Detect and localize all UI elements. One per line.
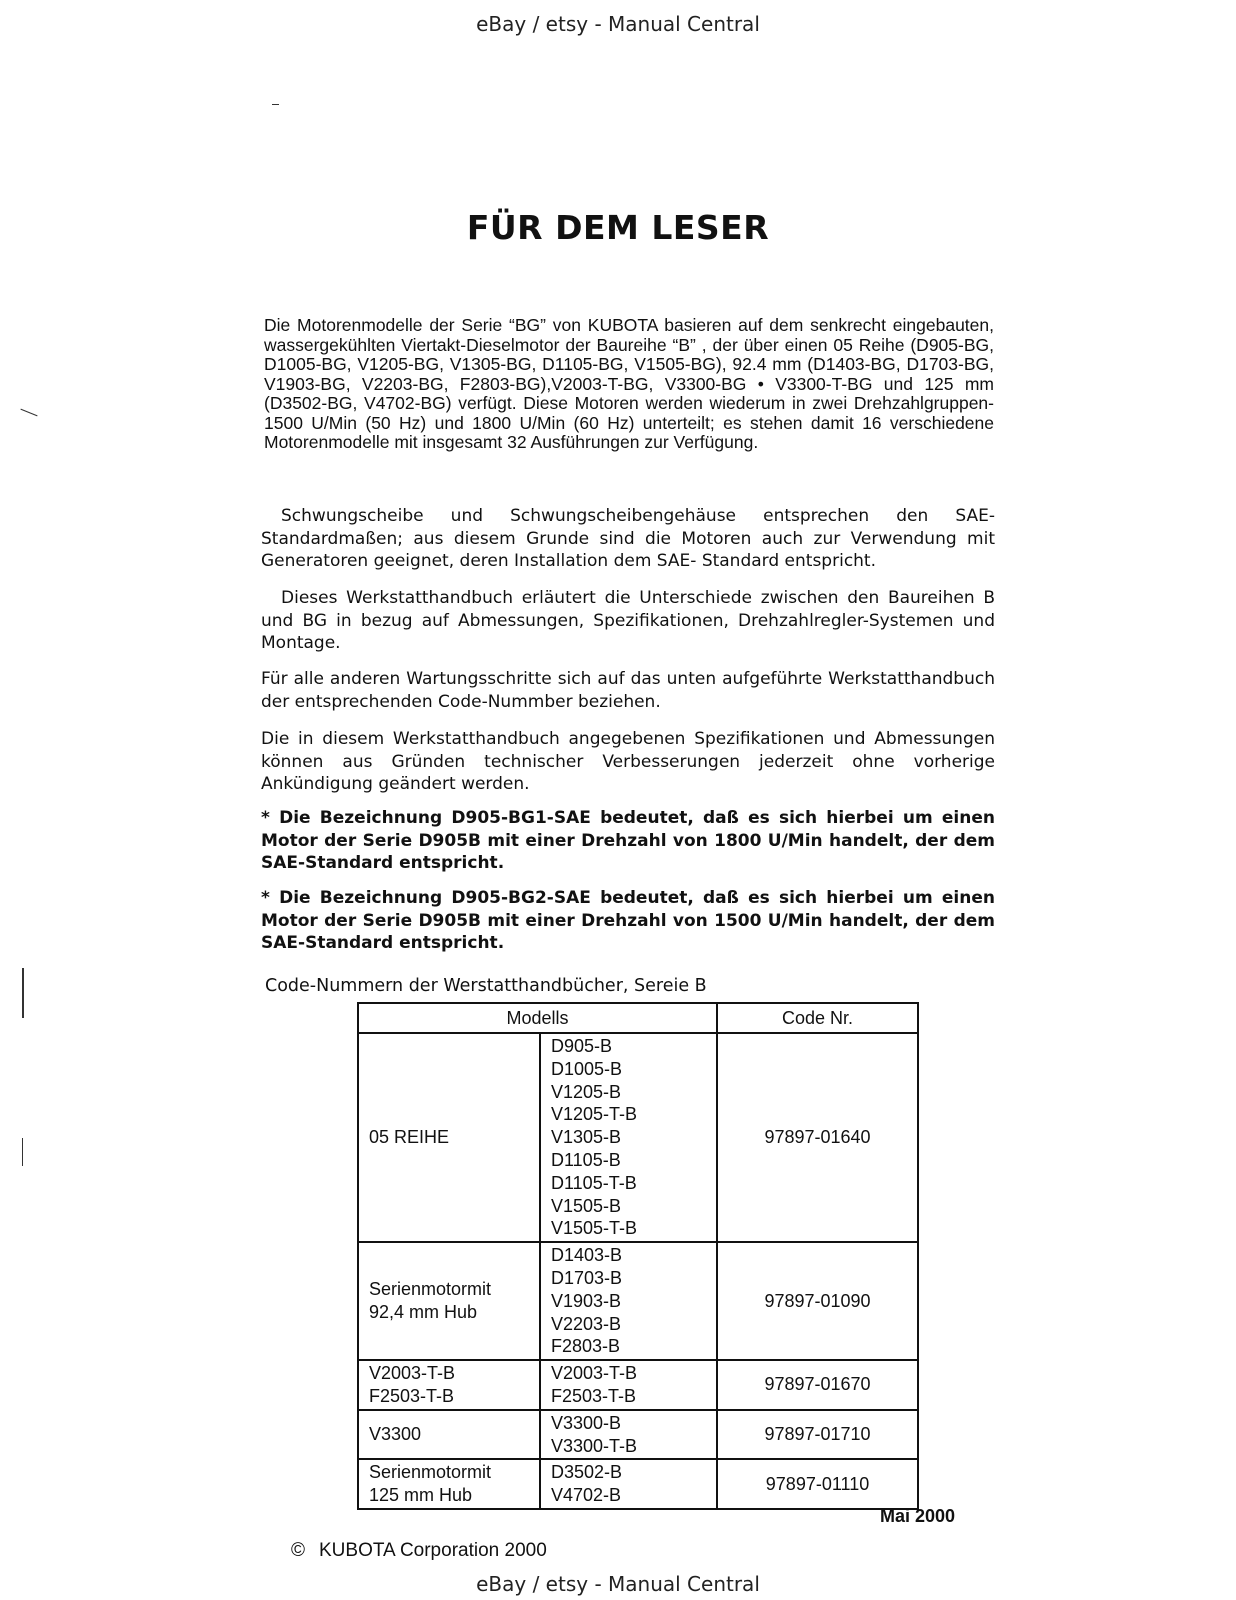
header-watermark-top: eBay / etsy - Manual Central <box>476 12 760 36</box>
model-name: F2503-T-B <box>551 1385 637 1406</box>
table-row <box>358 1459 918 1509</box>
header-models: Modells <box>358 1003 717 1033</box>
note-bg2-sae: * Die Bezeichnung D905-BG2-SAE bedeutet, daß es sich hierbei um einen Motor der Serie D905B mit einer Drehzahl von 1500 U/Min handelt, der dem SAE-Standard entspricht. <box>261 888 995 953</box>
model-name: V1505-B <box>551 1195 622 1216</box>
model-name: V1205-B <box>551 1081 622 1102</box>
code-number-cell: 97897-01710 <box>717 1410 918 1460</box>
model-name: D3502-B <box>551 1462 623 1483</box>
scan-speck <box>20 409 37 417</box>
table-row <box>358 1033 918 1242</box>
table-row <box>358 1242 918 1360</box>
model-group-label: V3300 <box>369 1424 422 1445</box>
paragraph-other-maintenance: Für alle anderen Wartungsschritte sich auf das unten aufgeführte Werkstatthandbuch der entsprechenden Code-Nummber beziehen. <box>261 669 995 712</box>
model-name: D905-B <box>551 1036 613 1056</box>
model-group-label: V2003-T-B <box>369 1362 456 1383</box>
model-name: V1505-T-B <box>551 1218 638 1239</box>
table-row <box>358 1410 918 1460</box>
table-caption: Code-Nummern der Werstatthandbücher, Sereie B <box>265 976 707 996</box>
copyright-symbol: © <box>291 1540 305 1561</box>
model-name: V3300-B <box>551 1412 622 1433</box>
scan-speck <box>22 968 24 1018</box>
model-group-label: 92,4 mm Hub <box>369 1302 478 1323</box>
model-list-cell <box>540 1410 717 1460</box>
model-name: D1005-B <box>551 1058 623 1079</box>
model-name: V2203-B <box>551 1313 622 1334</box>
table-row <box>358 1360 918 1410</box>
scan-speck <box>22 1138 23 1166</box>
model-group-label: Serienmotormit <box>369 1462 492 1483</box>
publication-date: Mai 2000 <box>880 1506 956 1526</box>
model-list-cell <box>540 1360 717 1410</box>
model-group-label: 05 REIHE <box>369 1127 450 1148</box>
model-name: V1903-B <box>551 1290 622 1311</box>
code-number-cell: 97897-01670 <box>717 1360 918 1410</box>
model-name: D1105-T-B <box>551 1172 637 1193</box>
paragraph-specifications-notice: Die in diesem Werkstatthandbuch angegebenen Spezifikationen und Abmessungen können aus Gründen technischer Verbesserungen jederzeit ohne vorherige Ankündigung geändert werden. <box>261 729 995 794</box>
page-title: FÜR DEM LESER <box>466 208 770 247</box>
scan-speck <box>272 104 279 105</box>
model-name: V1305-B <box>551 1127 622 1148</box>
note-bg1-sae: * Die Bezeichnung D905-BG1-SAE bedeutet, daß es sich hierbei um einen Motor der Serie D905B mit einer Drehzahl von 1800 U/Min handelt, der dem SAE-Standard entspricht. <box>261 808 995 873</box>
table-header-row <box>358 1003 918 1033</box>
code-number-cell: 97897-01090 <box>717 1242 918 1360</box>
copyright-line <box>291 1540 547 1562</box>
header-watermark-bottom: eBay / etsy - Manual Central <box>476 1572 760 1596</box>
paragraph-manual-scope: Dieses Werkstatthandbuch erläutert die Unterschiede zwischen den Baureihen B und BG in bezug auf Abmessungen, Spezifikationen, Drehzahlregler-Systemen und Montage. <box>261 588 995 653</box>
model-group-cell <box>358 1242 540 1360</box>
model-group-label: 125 mm Hub <box>369 1485 473 1506</box>
model-name: D1105-B <box>551 1149 621 1170</box>
model-list-cell <box>540 1242 717 1360</box>
model-name: V1205-T-B <box>551 1104 638 1125</box>
model-group-cell <box>358 1459 540 1509</box>
intro-paragraph: Die Motorenmodelle der Serie “BG” von KUBOTA basieren auf dem senkrecht eingebauten, wassergekühlten Viertakt-Dieselmotor der Baureihe “B” , der über einen 05 Reihe (D905-BG, D1005-BG, V1205-BG, V1305-BG, D1105-BG, V1505-BG), 92.4 mm (D1403-BG, D1703-BG, V1903-BG, V2203-BG, F2803-BG),V2003-T-BG, V3300-BG • V3300-T-BG und 125 mm (D3502-BG, V4702-BG) verfügt. Diese Motoren werden wiederum in zwei Drehzahlgruppen-1500 U/Min (50 Hz) und 1800 U/Min (60 Hz) unterteilt; es stehen damit 16 verschiedene Motorenmodelle mit insgesamt 32 Ausführungen zur Verfügung. <box>264 315 994 452</box>
model-list-cell <box>540 1459 717 1509</box>
copyright-text: KUBOTA Corporation 2000 <box>319 1540 547 1561</box>
model-name: D1403-B <box>551 1245 623 1266</box>
model-name: F2803-B <box>551 1336 621 1357</box>
model-group-label: F2503-T-B <box>369 1385 455 1406</box>
model-name: V3300-T-B <box>551 1435 638 1456</box>
model-name: V4702-B <box>551 1485 622 1506</box>
code-number-cell: 97897-01640 <box>717 1033 918 1242</box>
model-group-cell <box>358 1033 540 1242</box>
model-name: D1703-B <box>551 1267 623 1288</box>
code-number-table <box>357 1002 919 1510</box>
model-group-label: Serienmotormit <box>369 1279 492 1300</box>
code-number-cell: 97897-01110 <box>717 1459 918 1509</box>
header-code: Code Nr. <box>717 1003 918 1033</box>
model-group-cell <box>358 1410 540 1460</box>
paragraph-flywheel: Schwungscheibe und Schwungscheibengehäuse entsprechen den SAE-Standardmaßen; aus diesem Grunde sind die Motoren auch zur Verwendung mit Generatoren geeignet, deren Installation dem SAE- Standard entspricht. <box>261 506 995 571</box>
model-list-cell <box>540 1033 717 1242</box>
model-group-cell <box>358 1360 540 1410</box>
model-name: V2003-T-B <box>551 1363 638 1384</box>
